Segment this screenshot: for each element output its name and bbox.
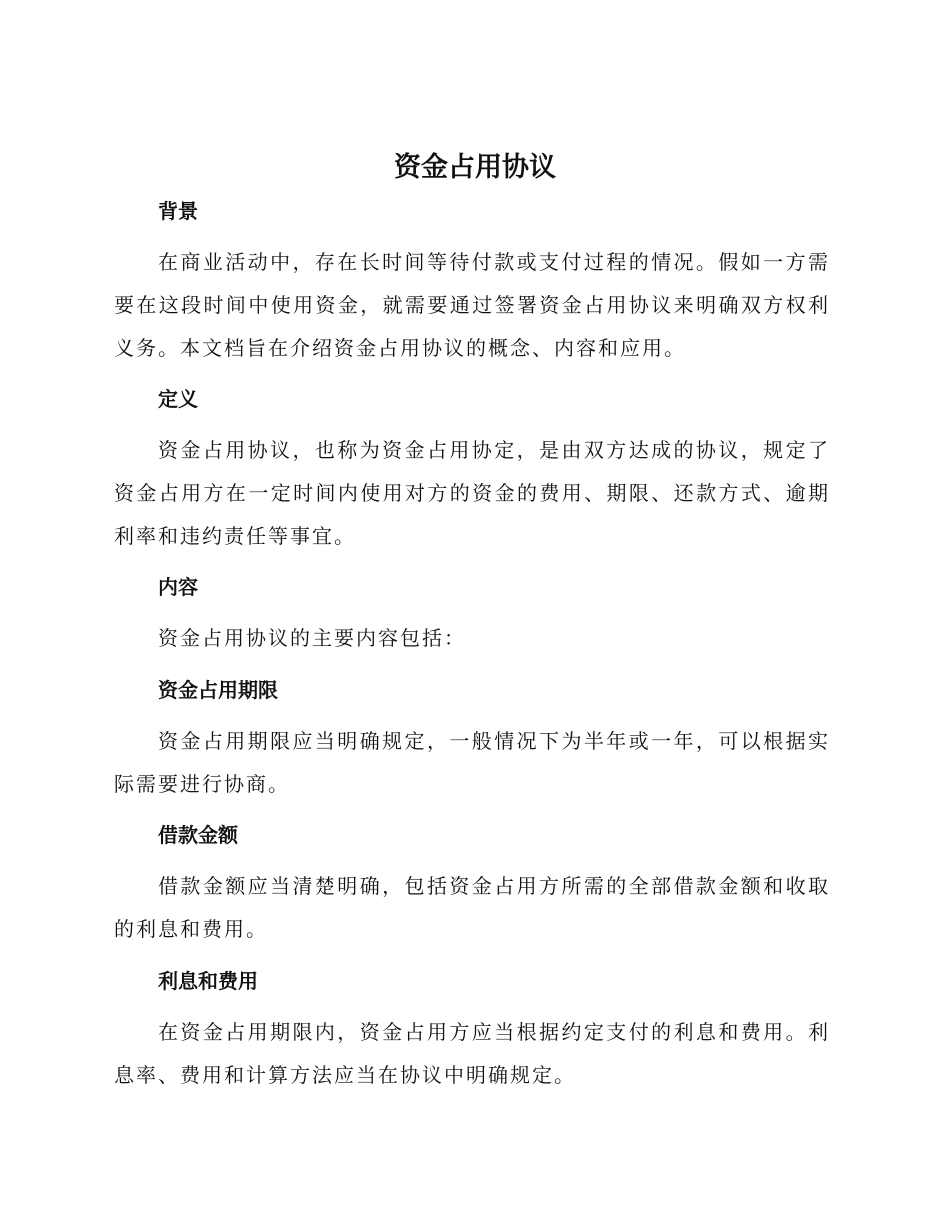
document-title: 资金占用协议 (394, 152, 556, 183)
section-paragraph-definition: 资金占用协议，也称为资金占用协定，是由双方达成的协议，规定了资金占用方在一定时间内使用对方的资金的费用、期限、还款方式、逾期利率和违约责任等事宜。 (114, 438, 830, 548)
section-paragraph-term: 资金占用期限应当明确规定，一般情况下为半年或一年，可以根据实际需要进行协商。 (114, 729, 830, 796)
section-heading-definition: 定义 (158, 387, 198, 411)
section-heading-loan-amount: 借款金额 (158, 823, 238, 847)
section-paragraph-background: 在商业活动中，存在长时间等待付款或支付过程的情况。假如一方需要在这段时间中使用资金，就需要通过签署资金占用协议来明确双方权利义务。本文档旨在介绍资金占用协议的概念、内容和应用。 (114, 250, 830, 360)
section-heading-content: 内容 (158, 575, 198, 599)
section-paragraph-content: 资金占用协议的主要内容包括： (158, 626, 466, 650)
section-heading-term: 资金占用期限 (158, 678, 278, 702)
section-heading-background: 背景 (158, 199, 198, 223)
section-heading-interest-fees: 利息和费用 (158, 969, 258, 993)
section-paragraph-interest-fees: 在资金占用期限内，资金占用方应当根据约定支付的利息和费用。利息率、费用和计算方法应当在协议中明确规定。 (114, 1020, 830, 1087)
section-paragraph-loan-amount: 借款金额应当清楚明确，包括资金占用方所需的全部借款金额和收取的利息和费用。 (114, 874, 830, 941)
